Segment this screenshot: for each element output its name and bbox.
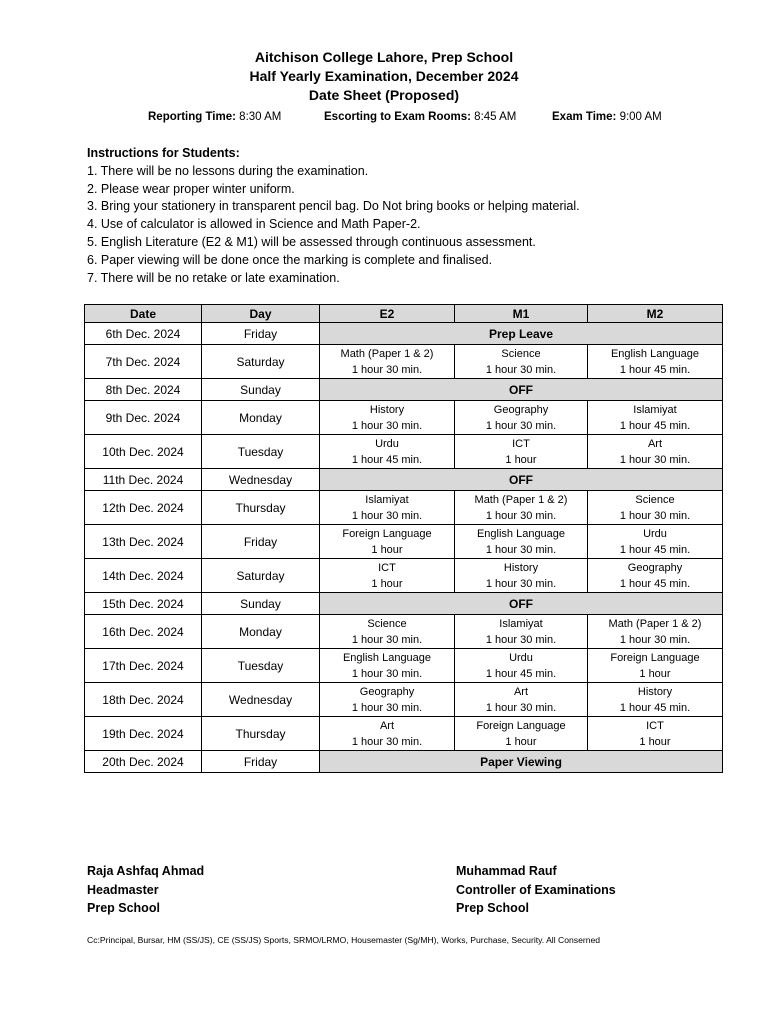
signatory-org: Prep School [456, 901, 529, 915]
subject-duration: 1 hour 45 min. [619, 419, 691, 432]
subject-name: English Language [610, 347, 700, 360]
subject-name: History [369, 403, 405, 416]
day-cell: Friday [202, 525, 320, 559]
instructions-title: Instructions for Students: [87, 146, 240, 160]
signature-headmaster [87, 862, 204, 918]
exam-time-label: Exam Time: [552, 111, 617, 123]
subject-cell [455, 525, 588, 559]
merged-status-cell: OFF [320, 379, 723, 401]
day-cell: Saturday [202, 345, 320, 379]
subject-cell [588, 525, 723, 559]
date-cell: 15th Dec. 2024 [85, 593, 202, 615]
subject-name: Geography [359, 685, 415, 698]
subject-duration: 1 hour [505, 453, 537, 466]
subject-duration: 1 hour 30 min. [351, 701, 423, 714]
subject-name: History [637, 685, 673, 698]
school-title: Aitchison College Lahore, Prep School [254, 49, 514, 65]
subject-cell [455, 615, 588, 649]
day-cell: Thursday [202, 491, 320, 525]
subject-name: Islamiyat [499, 617, 543, 630]
subject-name: Science [635, 493, 675, 506]
table-row [85, 751, 723, 773]
subject-cell [588, 683, 723, 717]
exam-time [552, 111, 662, 123]
table-row [85, 379, 723, 401]
header-m1: M1 [455, 305, 588, 323]
date-cell: 18th Dec. 2024 [85, 683, 202, 717]
subject-name: Geography [627, 561, 683, 574]
subject-cell [588, 401, 723, 435]
escorting-time-label: Escorting to Exam Rooms: [324, 111, 471, 123]
signatory-title: Headmaster [87, 882, 159, 897]
instruction-item: 2. Please wear proper winter uniform. [87, 181, 295, 196]
subject-duration: 1 hour 30 min. [485, 419, 557, 432]
table-row [85, 491, 723, 525]
subject-cell [455, 491, 588, 525]
subject-duration: 1 hour 45 min. [619, 701, 691, 714]
date-cell: 11th Dec. 2024 [85, 469, 202, 491]
exam-title: Half Yearly Examination, December 2024 [249, 68, 519, 84]
merged-status-cell: OFF [320, 469, 723, 491]
date-cell: 14th Dec. 2024 [85, 559, 202, 593]
subject-name: Math (Paper 1 & 2) [474, 493, 568, 506]
subject-name: Islamiyat [365, 493, 409, 506]
subject-cell [320, 559, 455, 593]
subject-name: Geography [493, 403, 549, 416]
date-cell: 16th Dec. 2024 [85, 615, 202, 649]
subject-cell [320, 717, 455, 751]
subject-cell [320, 525, 455, 559]
reporting-time-value: 8:30 AM [239, 111, 282, 123]
date-cell: 19th Dec. 2024 [85, 717, 202, 751]
subject-duration: 1 hour [371, 543, 403, 556]
signatory-name: Raja Ashfaq Ahmad [87, 864, 205, 878]
subject-name: Urdu [509, 651, 533, 664]
merged-status-cell: OFF [320, 593, 723, 615]
table-row [85, 559, 723, 593]
subject-duration: 1 hour 45 min. [619, 363, 691, 376]
subject-duration: 1 hour 30 min. [619, 509, 691, 522]
subject-duration: 1 hour 30 min. [485, 509, 557, 522]
day-cell: Monday [202, 401, 320, 435]
subject-cell [320, 491, 455, 525]
day-cell: Tuesday [202, 435, 320, 469]
cc-line: Cc:Principal, Bursar, HM (SS/JS), CE (SS/JS) Sports, SRMO/LRMO, Housemaster (Sg/MH), Works, Purchase, Security. All Conserned [87, 935, 601, 945]
header-day: Day [202, 305, 320, 323]
instruction-item: 5. English Literature (E2 & M1) will be assessed through continuous assessment. [87, 234, 536, 249]
subject-name: Science [367, 617, 407, 630]
reporting-time-label: Reporting Time: [148, 111, 236, 123]
subject-duration: 1 hour 45 min. [619, 543, 691, 556]
day-cell: Monday [202, 615, 320, 649]
subject-duration: 1 hour 45 min. [619, 577, 691, 590]
subject-name: Art [379, 719, 395, 732]
day-cell: Sunday [202, 379, 320, 401]
instruction-item: 3. Bring your stationery in transparent pencil bag. Do Not bring books or helping material. [87, 199, 580, 214]
subject-cell [455, 401, 588, 435]
date-cell: 8th Dec. 2024 [85, 379, 202, 401]
signatory-org: Prep School [87, 901, 160, 915]
header-date: Date [85, 305, 202, 323]
subject-name: Science [501, 347, 541, 360]
subject-duration: 1 hour [639, 735, 671, 748]
day-cell: Tuesday [202, 649, 320, 683]
signature-controller [456, 862, 616, 918]
document-header [0, 48, 768, 105]
subject-cell [455, 559, 588, 593]
subject-name: Urdu [375, 437, 399, 450]
subject-cell [588, 649, 723, 683]
table-row [85, 615, 723, 649]
merged-status-cell: Paper Viewing [320, 751, 723, 773]
subject-duration: 1 hour 30 min. [485, 633, 557, 646]
subject-duration: 1 hour 30 min. [619, 633, 691, 646]
table-row [85, 593, 723, 615]
subject-duration: 1 hour [505, 735, 537, 748]
subject-duration: 1 hour 30 min. [351, 735, 423, 748]
date-cell: 7th Dec. 2024 [85, 345, 202, 379]
signatory-title: Controller of Examinations [456, 882, 616, 897]
table-header-row [85, 305, 723, 323]
subject-duration: 1 hour 30 min. [485, 701, 557, 714]
day-cell: Friday [202, 323, 320, 345]
instruction-item: 4. Use of calculator is allowed in Science and Math Paper-2. [87, 217, 421, 232]
subject-cell [320, 401, 455, 435]
subject-cell [588, 435, 723, 469]
subject-duration: 1 hour 30 min. [485, 363, 557, 376]
exam-time-value: 9:00 AM [619, 111, 662, 123]
table-row [85, 401, 723, 435]
subject-cell [588, 615, 723, 649]
subject-name: English Language [476, 527, 566, 540]
table-body [85, 323, 723, 773]
subject-name: History [503, 561, 539, 574]
subject-cell [320, 649, 455, 683]
instruction-item: 7. There will be no retake or late examination. [87, 270, 340, 285]
subject-name: English Language [342, 651, 432, 664]
date-cell: 12th Dec. 2024 [85, 491, 202, 525]
instruction-item: 6. Paper viewing will be done once the marking is complete and finalised. [87, 252, 493, 267]
subject-cell [588, 491, 723, 525]
escorting-time-value: 8:45 AM [474, 111, 517, 123]
date-cell: 13th Dec. 2024 [85, 525, 202, 559]
table-row [85, 435, 723, 469]
subject-name: Math (Paper 1 & 2) [340, 347, 434, 360]
day-cell: Wednesday [202, 683, 320, 717]
table-row [85, 469, 723, 491]
subject-name: Art [647, 437, 663, 450]
day-cell: Wednesday [202, 469, 320, 491]
subject-cell [320, 683, 455, 717]
reporting-time [148, 111, 281, 123]
date-cell: 20th Dec. 2024 [85, 751, 202, 773]
subject-duration: 1 hour 45 min. [485, 667, 557, 680]
table-row [85, 717, 723, 751]
table-row [85, 345, 723, 379]
subject-cell [320, 615, 455, 649]
subject-name: Foreign Language [610, 651, 700, 664]
subject-duration: 1 hour 30 min. [351, 667, 423, 680]
subject-cell [455, 717, 588, 751]
subject-name: ICT [646, 719, 664, 732]
subject-name: ICT [512, 437, 530, 450]
header-m2: M2 [588, 305, 723, 323]
instructions [87, 145, 727, 287]
subject-cell [455, 649, 588, 683]
day-cell: Friday [202, 751, 320, 773]
subject-cell [588, 559, 723, 593]
subject-name: ICT [378, 561, 396, 574]
date-cell: 6th Dec. 2024 [85, 323, 202, 345]
date-cell: 9th Dec. 2024 [85, 401, 202, 435]
date-sheet-table [84, 304, 723, 773]
subject-duration: 1 hour [371, 577, 403, 590]
subject-name: Foreign Language [342, 527, 432, 540]
subject-duration: 1 hour 45 min. [351, 453, 423, 466]
header-e2: E2 [320, 305, 455, 323]
subject-duration: 1 hour 30 min. [485, 577, 557, 590]
subject-name: Islamiyat [633, 403, 677, 416]
subject-name: Urdu [643, 527, 667, 540]
document-title: Date Sheet (Proposed) [308, 87, 460, 103]
signatory-name: Muhammad Rauf [456, 864, 557, 878]
subject-duration: 1 hour [639, 667, 671, 680]
escorting-time [324, 111, 516, 123]
day-cell: Thursday [202, 717, 320, 751]
table-row [85, 525, 723, 559]
subject-cell [455, 435, 588, 469]
subject-cell [455, 345, 588, 379]
subject-name: Art [513, 685, 529, 698]
table-row [85, 323, 723, 345]
subject-cell [588, 717, 723, 751]
subject-name: Foreign Language [476, 719, 566, 732]
subject-duration: 1 hour 30 min. [351, 363, 423, 376]
subject-duration: 1 hour 30 min. [485, 543, 557, 556]
subject-name: Math (Paper 1 & 2) [608, 617, 702, 630]
date-cell: 10th Dec. 2024 [85, 435, 202, 469]
subject-cell [320, 345, 455, 379]
merged-status-cell: Prep Leave [320, 323, 723, 345]
date-cell: 17th Dec. 2024 [85, 649, 202, 683]
subject-duration: 1 hour 30 min. [351, 419, 423, 432]
subject-cell [588, 345, 723, 379]
subject-duration: 1 hour 30 min. [619, 453, 691, 466]
day-cell: Saturday [202, 559, 320, 593]
subject-cell [320, 435, 455, 469]
subject-cell [455, 683, 588, 717]
table-row [85, 649, 723, 683]
instruction-item: 1. There will be no lessons during the examination. [87, 163, 369, 178]
day-cell: Sunday [202, 593, 320, 615]
subject-duration: 1 hour 30 min. [351, 509, 423, 522]
subject-duration: 1 hour 30 min. [351, 633, 423, 646]
table-row [85, 683, 723, 717]
